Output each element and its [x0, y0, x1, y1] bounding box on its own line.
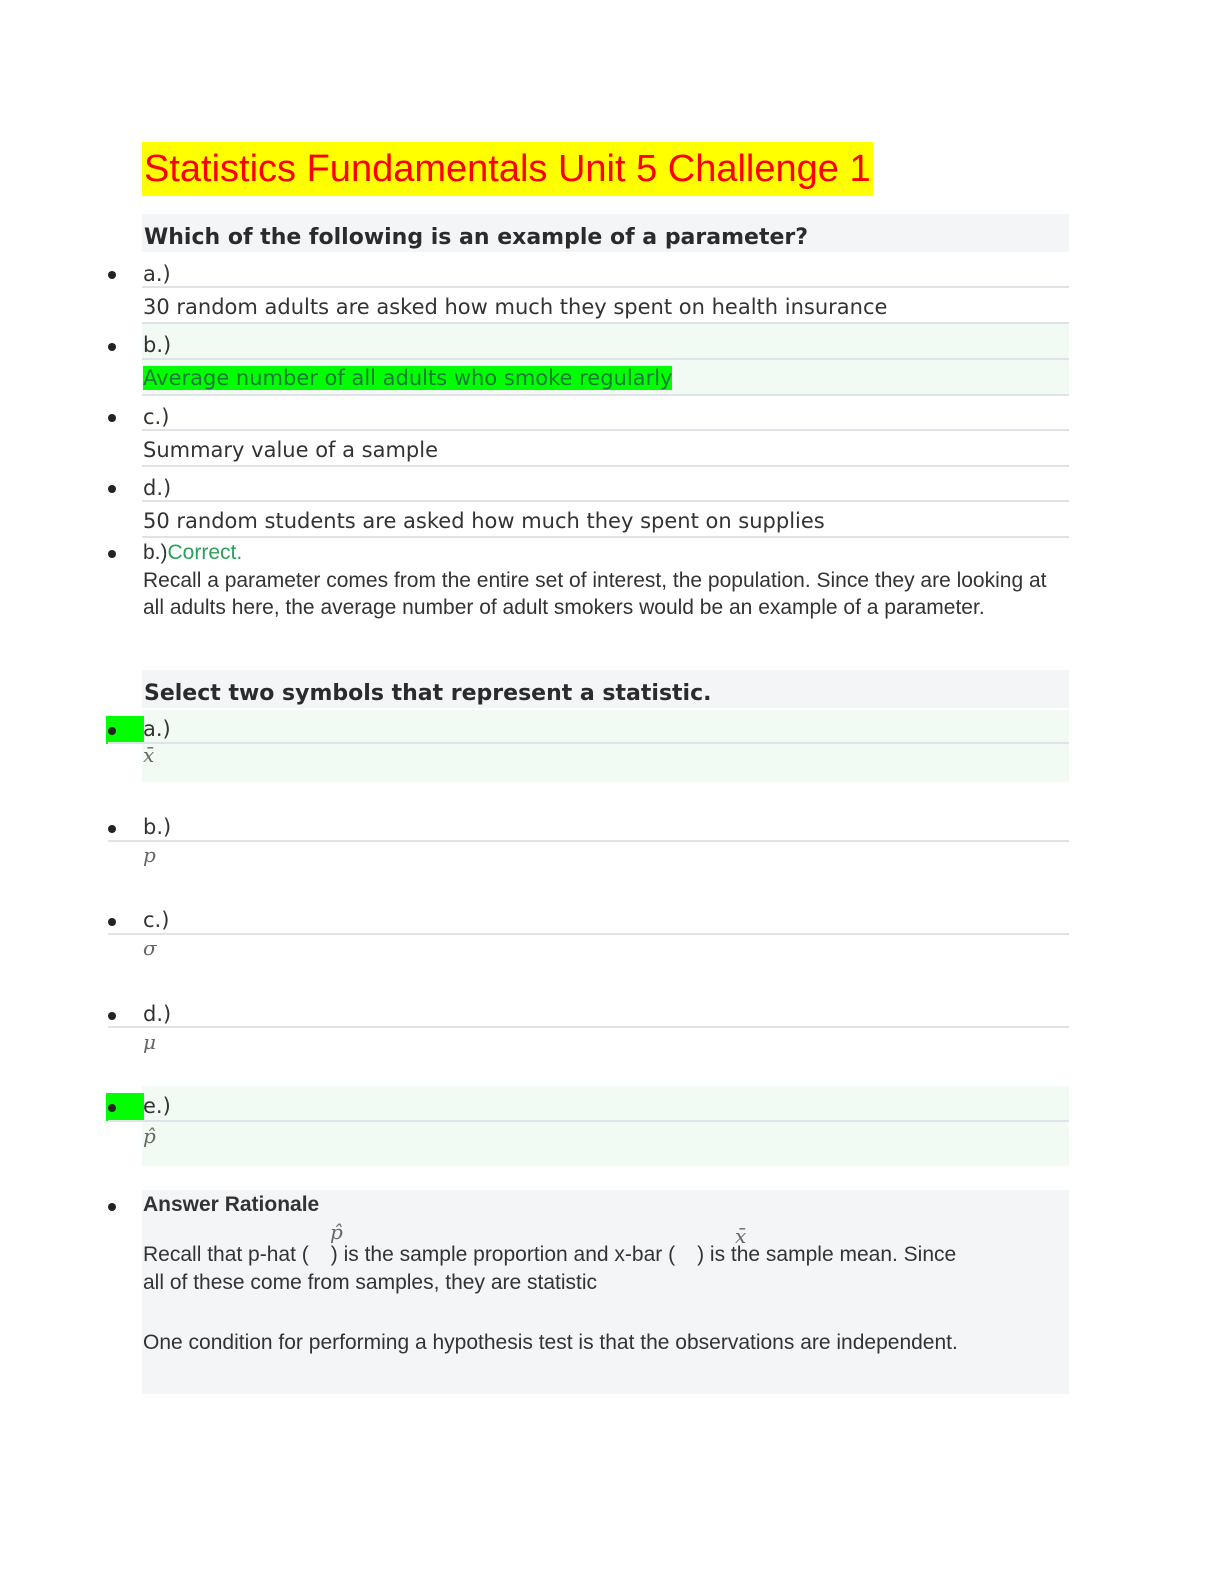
q2-option-c-label[interactable]: c.) — [143, 908, 170, 932]
q1-option-c-text[interactable]: Summary value of a sample — [143, 438, 439, 462]
divider — [108, 840, 1069, 842]
q2-option-b-label[interactable]: b.) — [143, 815, 172, 839]
bullet-icon — [108, 485, 116, 493]
question-1-text: Which of the following is an example of a parameter? — [144, 225, 808, 250]
q1-option-c-label[interactable]: c.) — [143, 405, 170, 429]
divider — [142, 429, 1069, 431]
question-1-header — [142, 214, 1069, 252]
bullet-icon — [108, 271, 116, 279]
q1-option-a-label[interactable]: a.) — [143, 262, 171, 286]
q1-option-a-text[interactable]: 30 random adults are asked how much they spent on health insurance — [143, 295, 888, 319]
bullet-icon — [108, 825, 116, 833]
q1-answer-status: Correct. — [167, 541, 243, 564]
question-2-text: Select two symbols that represent a statistic. — [144, 681, 712, 706]
divider — [142, 465, 1069, 467]
bullet-icon — [108, 727, 116, 735]
q1-option-b-text[interactable]: Average number of all adults who smoke regularly — [143, 366, 673, 390]
divider — [142, 358, 1069, 360]
q2-option-b-symbol[interactable]: p — [143, 843, 156, 867]
q2-option-a-label[interactable]: a.) — [143, 717, 171, 741]
rationale-text-2: ) is the sample proportion and x-bar ( — [330, 1243, 676, 1266]
divider — [142, 394, 1069, 396]
rationale-text-1: Recall that p-hat ( — [143, 1243, 309, 1266]
bullet-icon — [108, 550, 116, 558]
divider — [108, 1120, 1069, 1122]
q1-feedback — [143, 539, 1073, 622]
q2-option-e-label[interactable]: e.) — [143, 1094, 171, 1118]
bullet-icon — [108, 343, 116, 351]
bullet-icon — [108, 1203, 116, 1211]
divider — [142, 536, 1069, 538]
next-question-text: One condition for performing a hypothesis test is that the observations are independent. — [143, 1331, 958, 1354]
q2-option-e-symbol[interactable]: p̂ — [143, 1124, 156, 1148]
rationale-text-3: ) is the sample mean. Since — [697, 1243, 957, 1266]
x-bar-symbol: x̄ — [735, 1224, 747, 1248]
q1-option-b-wrap — [143, 366, 672, 390]
divider — [108, 742, 1069, 744]
q2-option-e-row[interactable] — [142, 1086, 1069, 1166]
bullet-icon — [108, 414, 116, 422]
q1-option-d-text[interactable]: 50 random students are asked how much they spent on supplies — [143, 509, 825, 533]
q1-answer-label: b.) — [143, 541, 168, 564]
q2-option-a-row[interactable] — [142, 710, 1069, 782]
page-title: Statistics Fundamentals Unit 5 Challenge 1 — [142, 142, 873, 196]
divider — [142, 286, 1069, 288]
q2-option-c-symbol[interactable]: σ — [143, 936, 157, 960]
q2-option-d-label[interactable]: d.) — [143, 1002, 172, 1026]
q1-option-d-label[interactable]: d.) — [143, 476, 172, 500]
divider — [108, 1026, 1069, 1028]
divider — [142, 500, 1069, 502]
rationale-line-1 — [143, 1243, 956, 1267]
q1-feedback-text: Recall a parameter comes from the entire set of interest, the population. Since they are looking at all adults here, the average number of adult smokers would be an example of a parameter. — [143, 568, 1047, 619]
bullet-icon — [108, 1104, 116, 1112]
rationale-heading: Answer Rationale — [143, 1193, 320, 1216]
q2-option-a-symbol[interactable]: x̄ — [143, 743, 155, 767]
bullet-icon — [108, 918, 116, 926]
q1-option-b-label[interactable]: b.) — [143, 333, 172, 357]
rationale-line-2: all of these come from samples, they are statistic — [143, 1271, 598, 1294]
bullet-icon — [108, 1012, 116, 1020]
q2-option-d-symbol[interactable]: μ — [143, 1030, 156, 1054]
question-2-header — [142, 670, 1069, 708]
divider — [108, 933, 1069, 935]
p-hat-symbol: p̂ — [330, 1220, 343, 1244]
